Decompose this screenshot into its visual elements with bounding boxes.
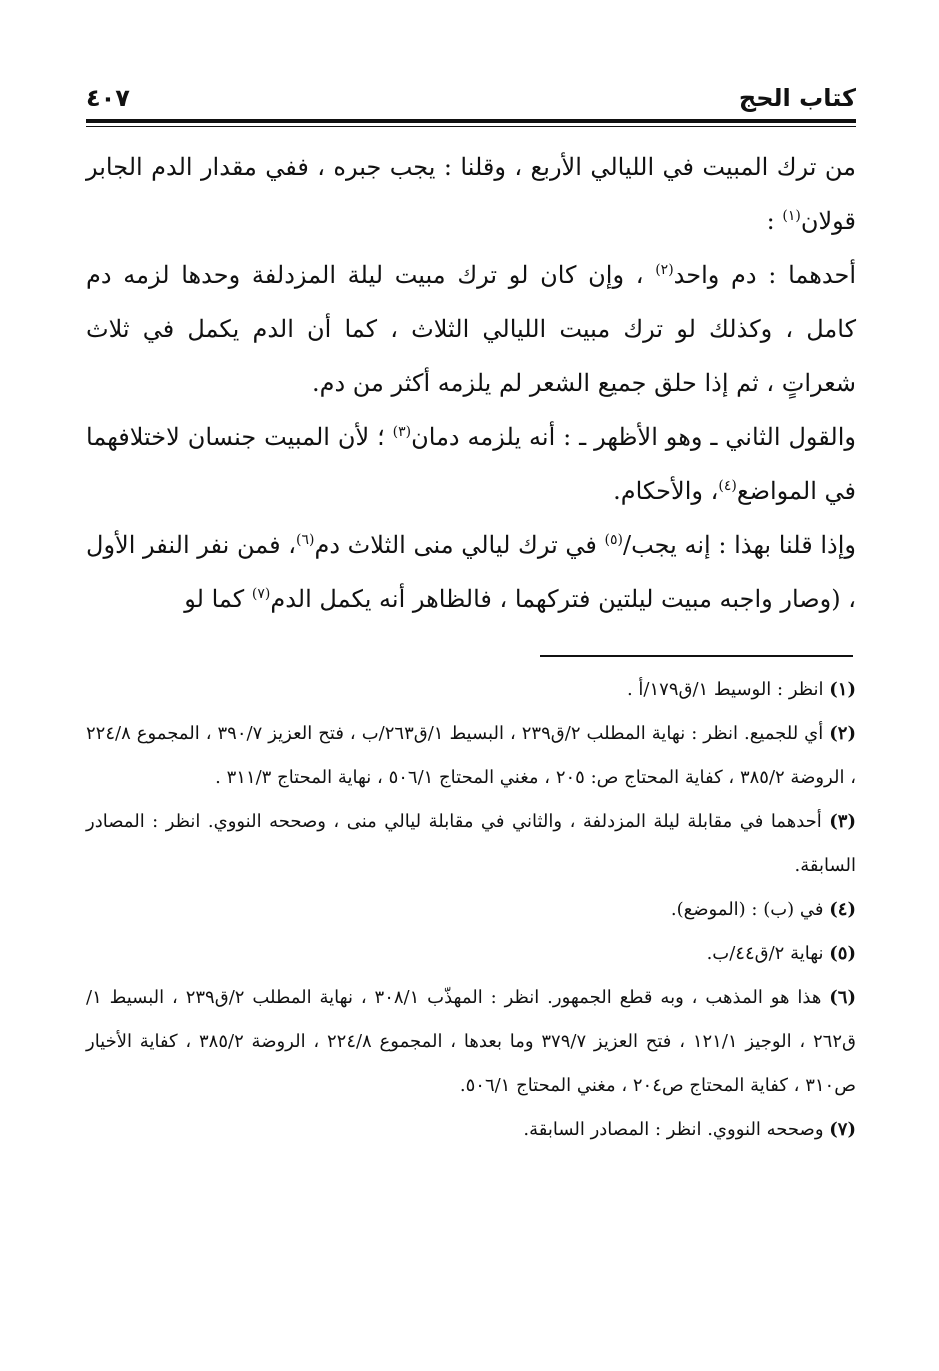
footnote-ref-5: (٥) <box>604 532 624 548</box>
page-number: ٤٠٧ <box>86 84 130 112</box>
paragraph-3-mid: ؛ لأن المبيت جنسان لاختلافهما في المواضع <box>86 423 856 505</box>
footnotes <box>86 668 856 1152</box>
footnote-text: في (ب) : (الموضع). <box>670 899 824 920</box>
paragraph-3-end: ، والأحكام. <box>613 477 719 505</box>
footnote-6 <box>86 976 856 1108</box>
paragraph-2-rest: ، وإن كان لو ترك مبيت ليلة المزدلفة وحدها لزمه دم كامل ، وكذلك لو ترك مبيت الليالي الثلاث ، كما أن الدم يكمل في ثلاث شعراتٍ ، ثم إذا حلق جميع الشعر لم يلزمه أكثر من دم. <box>86 261 856 397</box>
footnote-number: (١) <box>829 679 856 700</box>
chapter-title: كتاب الحج <box>738 84 856 112</box>
footnote-text: أحدهما في مقابلة ليلة المزدلفة ، والثاني في مقابلة ليالي منى ، وصححه النووي. انظر : المصادر السابقة. <box>86 811 856 876</box>
footnote-text: نهاية ٢/ق٤٤/ب. <box>706 943 824 964</box>
footnote-ref-1: (١) <box>782 208 801 224</box>
paragraph-4 <box>86 518 856 626</box>
footnote-number: (٥) <box>829 943 856 964</box>
paragraph-4-text: وإذا قلنا بهذا : إنه يجب/ <box>623 531 856 559</box>
footnote-number: (٦) <box>829 987 856 1008</box>
header-rule-thick <box>86 119 856 123</box>
footnote-1 <box>86 668 856 712</box>
paragraph-4-rest: ، فمن نفر النفر الأول ، (وصار واجبه مبيت ليلتين فتركهما ، فالظاهر أنه يكمل الدم <box>86 531 856 613</box>
paragraph-1 <box>86 140 856 248</box>
footnote-3 <box>86 800 856 888</box>
page-header <box>86 78 856 118</box>
header-rule-thin <box>86 126 856 127</box>
footnote-5 <box>86 932 856 976</box>
footnote-ref-6: (٦) <box>296 532 315 548</box>
footnote-ref-7: (٧) <box>251 586 271 602</box>
footnote-4 <box>86 888 856 932</box>
paragraph-2 <box>86 248 856 410</box>
footnote-separator <box>540 655 853 657</box>
paragraph-4-mid: في ترك ليالي منى الثلاث دم <box>314 531 597 559</box>
footnote-number: (٤) <box>829 899 856 920</box>
footnote-ref-4: (٤) <box>718 478 737 494</box>
paragraph-1-end: : <box>766 207 775 235</box>
footnote-number: (٢) <box>829 723 856 744</box>
footnote-number: (٣) <box>829 811 856 832</box>
footnote-text: انظر : الوسيط ١/ق١٧٩/أ . <box>626 679 824 700</box>
footnote-7 <box>86 1108 856 1152</box>
paragraph-4-end: كما لو <box>184 585 245 613</box>
footnote-text: أي للجميع. انظر : نهاية المطلب ٢/ق٢٣٩ ، البسيط ١/ق٢٦٣/ب ، فتح العزيز ٣٩٠/٧ ، المجموع ٢٢٤/٨ ، الروضة ٣٨٥/٢ ، كفاية المحتاج ص: ٢٠٥ ، مغني المحتاج ٥٠٦/١ ، نهاية المحتاج ٣١١/٣ . <box>86 723 856 788</box>
paragraph-1-text: من ترك المبيت في الليالي الأربع ، وقلنا : يجب جبره ، ففي مقدار الدم الجابر قولان <box>86 153 856 235</box>
footnote-ref-3: (٣) <box>392 424 412 440</box>
main-text <box>86 140 856 626</box>
footnote-number: (٧) <box>829 1119 856 1140</box>
footnote-text: وصححه النووي. انظر : المصادر السابقة. <box>523 1119 824 1140</box>
paragraph-3-text: والقول الثاني ـ وهو الأظهر ـ : أنه يلزمه دمان <box>411 423 856 451</box>
footnote-2 <box>86 712 856 800</box>
paragraph-3 <box>86 410 856 518</box>
footnote-text: هذا هو المذهب ، وبه قطع الجمهور. انظر : المهذّب ٣٠٨/١ ، نهاية المطلب ٢/ق٢٣٩ ، البسيط ١/ق٢٦٢ ، الوجيز ١٢١/١ ، فتح العزيز ٣٧٩/٧ وما بعدها ، المجموع ٢٢٤/٨ ، الروضة ٣٨٥/٢ ، كفاية الأخيار ص٣١٠ ، كفاية المحتاج ص٢٠٤ ، مغني المحتاج ٥٠٦/١. <box>86 987 856 1096</box>
paragraph-2-text: أحدهما : دم واحد <box>673 261 857 289</box>
footnote-ref-2: (٢) <box>655 262 674 278</box>
